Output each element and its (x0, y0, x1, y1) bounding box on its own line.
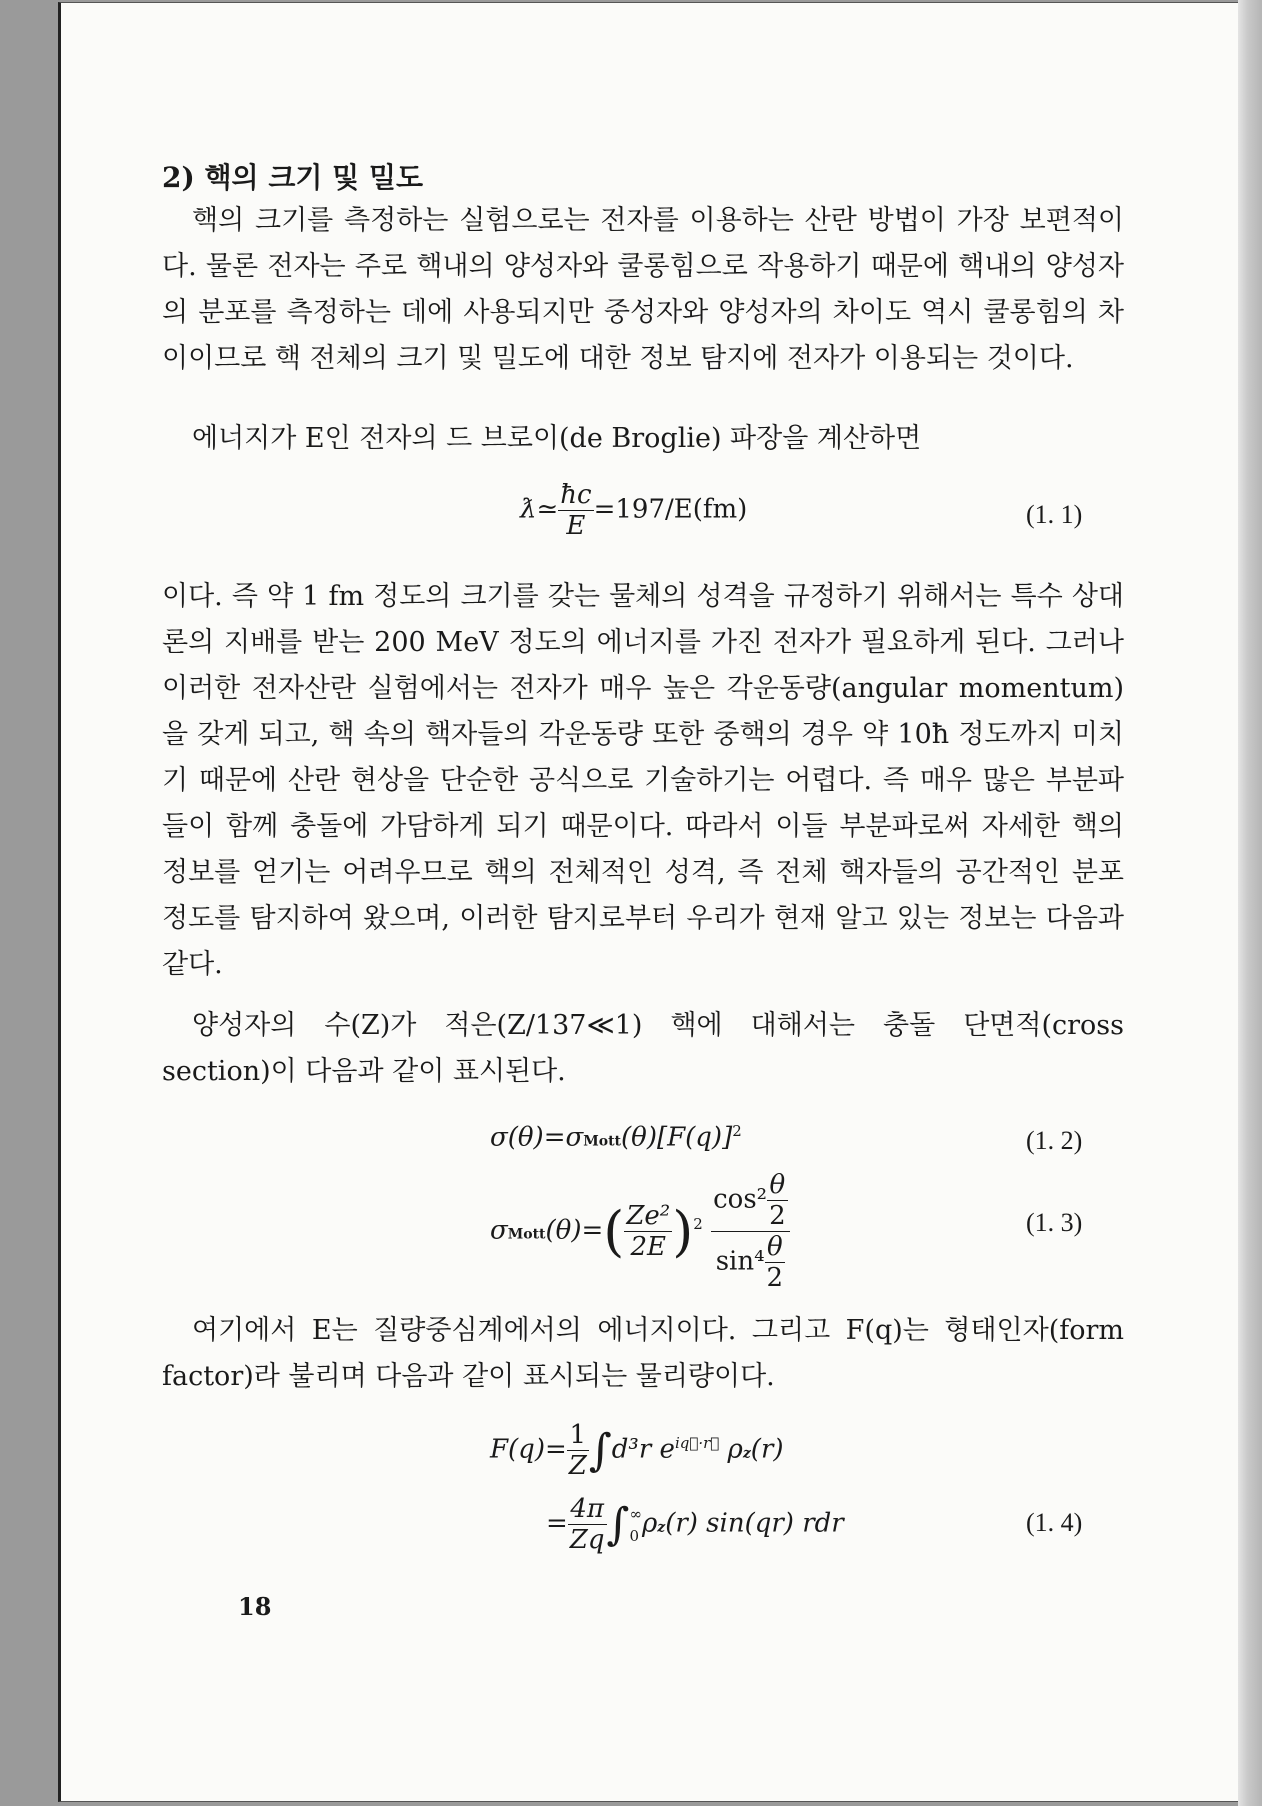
eq3-lhs: σ (490, 1215, 508, 1246)
eq4-line2-end: (r) sin(qr) rdr (665, 1508, 844, 1539)
equation-1-4-line-2 (546, 1494, 844, 1555)
paragraph-5: 여기에서 E는 질량중심계에서의 에너지이다. 그리고 F(q)는 형태인자(form factor)라 불리며 다음과 같이 표시되는 물리량이다. (162, 1315, 1124, 1392)
eq4-line1-end: (r) (750, 1434, 784, 1465)
equation-1-3 (490, 1170, 790, 1293)
eq3-cos-frac-num: θ (767, 1170, 788, 1201)
eq3-trig-num (711, 1170, 790, 1232)
eq4-line2-fraction (568, 1494, 607, 1555)
eq4-line2-eq: = (546, 1508, 568, 1539)
eq3-cos-frac-den: 2 (769, 1201, 786, 1231)
eq4-line2-limits (629, 1503, 642, 1547)
eq4-line1-tail: ρ (719, 1434, 743, 1465)
eq4-line2-lower: 0 (629, 1526, 639, 1545)
eq3-right-paren: ) (672, 1200, 694, 1263)
eq4-line1-body: d³r e (611, 1434, 675, 1465)
eq2-sup: 2 (732, 1122, 742, 1140)
equation-1-1 (520, 480, 747, 541)
eq3-power: 2 (693, 1214, 703, 1233)
equation-number-1-1: (1. 1) (1026, 500, 1083, 529)
section-heading: 2) 핵의 크기 및 밀도 (162, 161, 424, 194)
eq3-sin-frac-den: 2 (766, 1263, 784, 1293)
eq4-line2-upper: ∞ (629, 1504, 642, 1523)
paragraph-1: 핵의 크기를 측정하는 실험으로는 전자를 이용하는 산란 방법이 가장 보편적이다. 물론 전자는 주로 핵내의 양성자와 쿨롱힘으로 작용하기 때문에 핵내의 양성자의 분포를 측정하는 데에 사용되지만 중성자와 양성자의 차이도 역시 쿨롱힘의 차이이므로 핵 전체의 크기 및 밀도에 대한 정보 탐지에 전자가 이용되는 것이다. (162, 205, 1124, 374)
eq1-fraction (558, 480, 593, 541)
eq4-line2-num: 4π (568, 1494, 607, 1525)
eq3-inner-fraction (624, 1201, 672, 1262)
eq2-lhs: σ(θ)=σ (490, 1122, 584, 1153)
page-edge-shadow (1238, 0, 1262, 1806)
eq2-rest: (θ)[F(q)] (621, 1122, 733, 1153)
eq3-sin-frac-num: θ (765, 1232, 786, 1263)
eq4-lhs: F(q)= (490, 1434, 567, 1465)
eq4-line2-sub: z (657, 1519, 666, 1536)
eq4-line2-integral: ∫ (606, 1499, 630, 1550)
eq3-trig-den (711, 1232, 790, 1293)
eq3-cos: cos² (713, 1184, 768, 1215)
eq1-denominator: E (566, 511, 586, 541)
eq1-rhs: =197/E(fm) (593, 494, 748, 525)
eq3-sin: sin⁴ (715, 1246, 765, 1277)
eq3-left-paren: ( (603, 1200, 625, 1263)
eq3-sub: Mott (507, 1226, 546, 1243)
eq2-sub: Mott (583, 1133, 622, 1150)
eq4-line1-num: 1 (567, 1420, 589, 1451)
page-number: 18 (238, 1592, 272, 1621)
equation-1-4-line-1 (490, 1420, 784, 1481)
eq4-line2-body: ρ (641, 1508, 658, 1539)
equation-number-1-2: (1. 2) (1026, 1126, 1083, 1155)
eq3-trig-fraction (711, 1170, 790, 1293)
eq4-line1-fraction (567, 1420, 589, 1481)
equation-number-1-4: (1. 4) (1026, 1508, 1083, 1537)
eq3-sin-frac (765, 1232, 786, 1293)
eq1-lhs: ƛ≃ (520, 494, 559, 525)
eq4-line1-sub: z (742, 1445, 751, 1462)
equation-1-2 (490, 1122, 742, 1153)
eq1-numerator: ħc (560, 480, 592, 510)
paragraph-3: 이다. 즉 약 1 fm 정도의 크기를 갖는 물체의 성격을 규정하기 위해서는 특수 상대론의 지배를 받는 200 MeV 정도의 에너지를 가진 전자가 필요하게 된다. 그러나 이러한 전자산란 실험에서는 전자가 매우 높은 각운동량(angular momentum)을 갖게 되고, 핵 속의 핵자들의 각운동량 또한 중핵의 경우 약 10ħ 정도까지 미치기 때문에 산란 현상을 단순한 공식으로 기술하기는 어렵다. 즉 매우 많은 부분파들이 함께 충돌에 가담하게 되기 때문이다. 따라서 이들 부분파로써 자세한 핵의 정보를 얻기는 어려우므로 핵의 전체적인 성격, 즉 전체 핵자들의 공간적인 분포 정도를 탐지하여 왔으며, 이러한 탐지로부터 우리가 현재 알고 있는 정보는 다음과 같다. (162, 581, 1124, 980)
eq4-line1-den: Z (568, 1451, 587, 1481)
eq4-line1-exp: iq⃗·r⃗ (674, 1433, 720, 1452)
eq3-inner-num: Ze² (626, 1201, 671, 1231)
eq4-line1-integral: ∫ (588, 1425, 612, 1476)
paragraph-4: 양성자의 수(Z)가 적은(Z/137≪1) 핵에 대해서는 충돌 단면적(cross section)이 다음과 같이 표시된다. (162, 1010, 1124, 1087)
equation-number-1-3: (1. 3) (1026, 1208, 1083, 1237)
eq4-line2-den: Zq (569, 1525, 605, 1555)
eq3-cos-frac (767, 1170, 788, 1231)
paragraph-2: 에너지가 E인 전자의 드 브로이(de Broglie) 파장을 계산하면 (192, 423, 922, 454)
eq3-inner-den: 2E (630, 1232, 667, 1262)
eq3-lhs-rest: (θ)= (545, 1215, 604, 1246)
